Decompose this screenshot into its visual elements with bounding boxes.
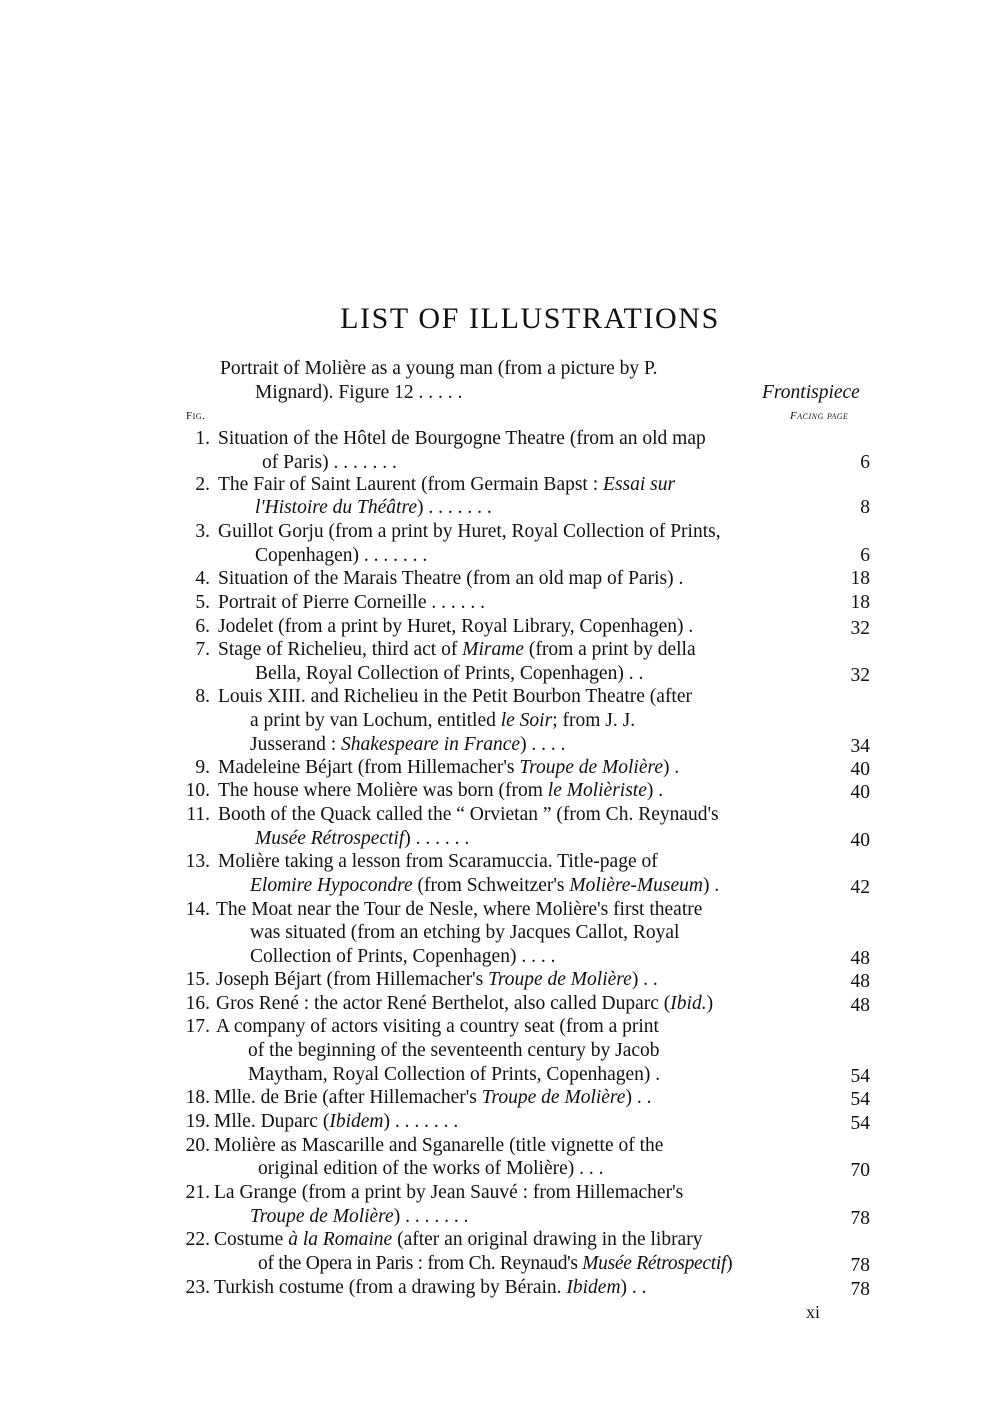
entry-page: 34: [850, 736, 870, 757]
frontispiece-line-2: Mignard). Figure 12 . . . . .: [255, 382, 463, 403]
entry-number: 5.: [195, 592, 210, 613]
entry-number: 3.: [195, 521, 210, 542]
entry-text: original edition of the works of Molière) . . .: [258, 1158, 604, 1179]
entry-text: Bella, Royal Collection of Prints, Copenhagen) . .: [255, 663, 644, 684]
entry-number: 20.: [185, 1135, 210, 1156]
entry-page: 48: [850, 995, 870, 1016]
frontispiece-line-1: Portrait of Molière as a young man (from a picture by P.: [220, 358, 658, 379]
entry-page: 6: [860, 452, 870, 473]
entry-page: 40: [850, 759, 870, 780]
entry-text: Booth of the Quack called the “ Orvietan ” (from Ch. Reynaud's: [218, 804, 719, 825]
entry-number: 18.: [185, 1087, 210, 1108]
entry-page: 8: [860, 497, 870, 518]
entry-text: The Moat near the Tour de Nesle, where Molière's first theatre: [216, 899, 703, 920]
entry-text: Mlle. de Brie (after Hillemacher's Troupe de Molière) . .: [214, 1087, 652, 1108]
entry-page: 78: [850, 1255, 870, 1276]
entry-number: 21.: [185, 1182, 210, 1203]
entry-page: 40: [850, 830, 870, 851]
entry-text: Musée Rétrospectif) . . . . . .: [255, 828, 470, 849]
entry-number: 2.: [195, 474, 210, 495]
fig-column-header: Fig.: [186, 410, 206, 422]
entry-text: A company of actors visiting a country seat (from a print: [216, 1016, 659, 1037]
entry-number: 16.: [185, 993, 210, 1014]
entry-page: 70: [850, 1160, 870, 1181]
entry-number: 13.: [185, 851, 210, 872]
entry-text: Madeleine Béjart (from Hillemacher's Troupe de Molière) .: [218, 757, 680, 778]
entry-text: Mlle. Duparc (Ibidem) . . . . . . .: [214, 1111, 459, 1132]
entry-page: 78: [850, 1208, 870, 1229]
entry-number: 7.: [195, 639, 210, 660]
entry-number: 19.: [185, 1111, 210, 1132]
entry-text: Louis XIII. and Richelieu in the Petit Bourbon Theatre (after: [218, 686, 692, 707]
entry-number: 9.: [195, 757, 210, 778]
entry-text: Joseph Béjart (from Hillemacher's Troupe de Molière) . .: [216, 969, 658, 990]
entry-text: Molière taking a lesson from Scaramuccia. Title-page of: [218, 851, 658, 872]
entry-text: Maytham, Royal Collection of Prints, Copenhagen) .: [248, 1064, 661, 1085]
entry-text: Situation of the Marais Theatre (from an old map of Paris) .: [218, 568, 684, 589]
entry-number: 15.: [185, 969, 210, 990]
entry-text: of the beginning of the seventeenth century by Jacob: [248, 1040, 660, 1061]
entry-number: 8.: [195, 686, 210, 707]
entry-page: 48: [850, 971, 870, 992]
page-number: xi: [806, 1302, 821, 1322]
page-title: LIST OF ILLUSTRATIONS: [340, 302, 720, 335]
entry-text: Costume à la Romaine (after an original drawing in the library: [214, 1229, 703, 1250]
entry-page: 32: [850, 618, 870, 639]
entry-text: Portrait of Pierre Corneille . . . . . .: [218, 592, 485, 613]
entry-page: 78: [850, 1279, 870, 1300]
entry-number: 14.: [185, 899, 210, 920]
entry-text: Jusserand : Shakespeare in France) . . . .: [250, 734, 566, 755]
entry-text: of the Opera in Paris : from Ch. Reynaud's Musée Rétrospectif): [258, 1253, 733, 1274]
entry-number: 11.: [186, 804, 210, 825]
entry-text: Molière as Mascarille and Sganarelle (title vignette of the: [214, 1135, 664, 1156]
entry-text: a print by van Lochum, entitled le Soir; from J. J.: [250, 710, 636, 731]
entry-text: of Paris) . . . . . . .: [262, 452, 397, 473]
entry-page: 42: [850, 877, 870, 898]
entry-text: Situation of the Hôtel de Bourgogne Theatre (from an old map: [218, 428, 706, 449]
entry-page: 48: [850, 948, 870, 969]
entry-number: 10.: [185, 780, 210, 801]
entry-text: Stage of Richelieu, third act of Mirame (from a print by della: [218, 639, 696, 660]
entry-text: The Fair of Saint Laurent (from Germain Bapst : Essai sur: [218, 474, 676, 495]
entry-number: 6.: [195, 616, 210, 637]
entry-text: Elomire Hypocondre (from Schweitzer's Molière-Museum) .: [250, 875, 720, 896]
entry-number: 22.: [185, 1229, 210, 1250]
entry-page: 32: [850, 665, 870, 686]
entry-page: 54: [850, 1113, 870, 1134]
entry-text: Troupe de Molière) . . . . . . .: [250, 1206, 469, 1227]
entry-text: Jodelet (from a print by Huret, Royal Library, Copenhagen) .: [218, 616, 694, 637]
entry-number: 1.: [195, 428, 210, 449]
entry-text: Gros René : the actor René Berthelot, also called Duparc (Ibid.): [216, 993, 714, 1014]
facing-page-header: Facing page: [790, 410, 849, 422]
entry-page: 40: [850, 782, 870, 803]
entry-page: 18: [850, 592, 870, 613]
entry-text: Guillot Gorju (from a print by Huret, Royal Collection of Prints,: [218, 521, 721, 542]
entry-text: La Grange (from a print by Jean Sauvé : from Hillemacher's: [214, 1182, 684, 1203]
entry-page: 6: [860, 545, 870, 566]
frontispiece-label: Frontispiece: [762, 382, 860, 403]
entry-text: l'Histoire du Théâtre) . . . . . . .: [255, 497, 492, 518]
entry-number: 17.: [185, 1016, 210, 1037]
entry-page: 18: [850, 568, 870, 589]
entry-text: Collection of Prints, Copenhagen) . . . .: [250, 946, 556, 967]
entry-text: The house where Molière was born (from le Molièriste) .: [218, 780, 664, 801]
entry-text: was situated (from an etching by Jacques Callot, Royal: [250, 922, 680, 943]
entry-text: Copenhagen) . . . . . . .: [255, 545, 428, 566]
entry-number: 4.: [195, 568, 210, 589]
entry-page: 54: [850, 1089, 870, 1110]
entry-text: Turkish costume (from a drawing by Bérain. Ibidem) . .: [214, 1277, 647, 1298]
entry-page: 54: [850, 1066, 870, 1087]
entry-number: 23.: [185, 1277, 210, 1298]
